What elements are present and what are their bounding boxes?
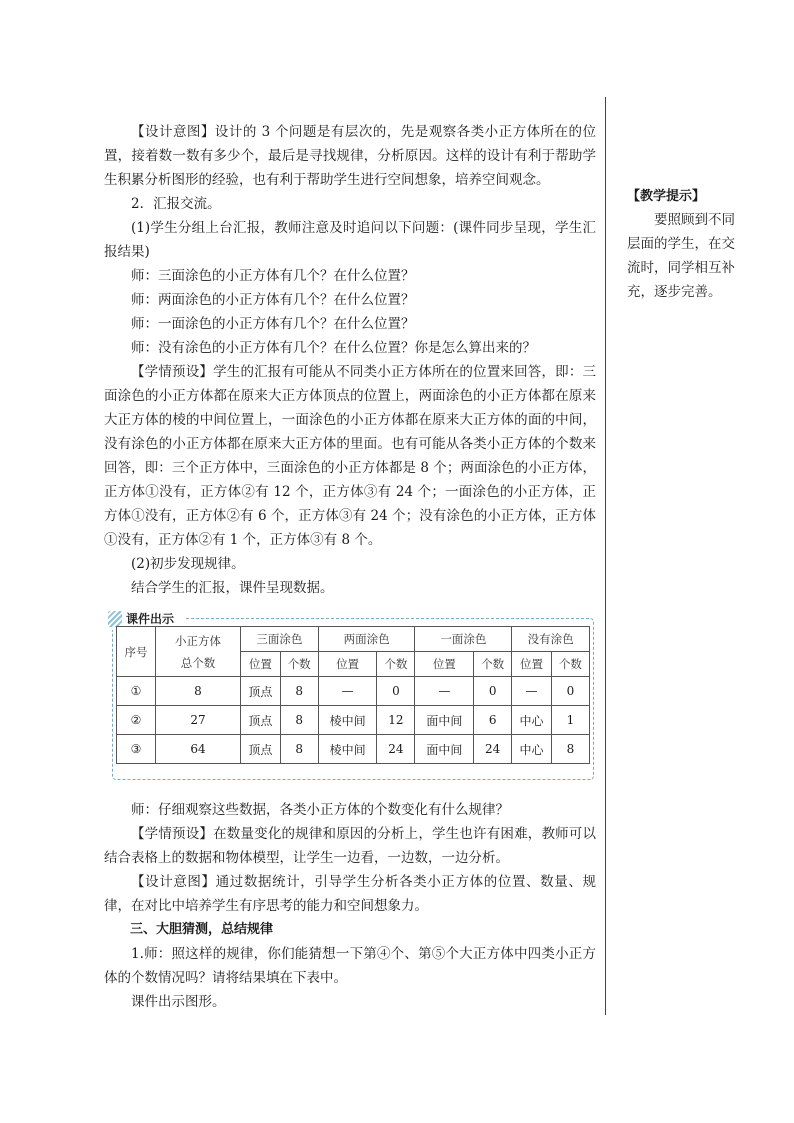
teacher-question-three-faces: 师：三面涂色的小正方体有几个？在什么位置？ [131, 268, 415, 284]
section-report-exchange: 2．汇报交流。 [131, 196, 221, 212]
cell-one-pos: 面中间 [415, 706, 474, 735]
cell-seq: ③ [117, 735, 156, 764]
cell-none-pos: — [512, 677, 552, 706]
cell-three-pos: 顶点 [241, 735, 281, 764]
header-none-count: 个数 [551, 652, 589, 677]
cell-three-count: 8 [280, 677, 318, 706]
cell-one-count: 0 [474, 677, 512, 706]
cell-total: 64 [156, 735, 241, 764]
teacher-guess-paragraph: 1.师：照这样的规律，你们能猜想一下第④个、第⑤个大正方体中四类小正方体的个数情况吗？请将结果填在下表中。 [104, 946, 596, 986]
teaching-tip-title: 【教学提示】 [627, 189, 706, 204]
header-one-pos: 位置 [415, 652, 474, 677]
courseware-data-paragraph: 结合学生的汇报，课件呈现数据。 [131, 580, 334, 596]
student-prediction-paragraph: 【学情预设】学生的汇报有可能从不同类小正方体所在的位置来回答，即：三面涂色的小正方体都在原来大正方体顶点的位置上，两面涂色的小正方体都在原来大正方体的棱的中间位置上，一面涂色的小正方体都在原来大正方体的面的中间，没有涂色的小正方体都在原来大正方体的里面。也有可能从各类小正方体的个数来回答，即：三个正方体中，三面涂色的小正方体都是 8 个；两面涂色的小正方体，正方体①没有，正方体②有 12 个，正方体③有 24 个；一面涂色的小正方体，正方体①没有，正方体②有 6 个，正方体③有 24 个；没有涂色的小正方体，正方体①没有，正方体②有 1 个，正方体③有 8 个。 [104, 364, 596, 548]
table-row [117, 706, 590, 735]
header-total [156, 627, 241, 677]
design-intent-paragraph-1: 【设计意图】设计的 3 个问题是有层次的，先是观察各类小正方体所在的位置，接着数一数有多少个，最后是寻找规律，分析原因。这样的设计有利于帮助学生积累分析图形的经验，也有利于帮助学生进行空间想象，培养空间观念。 [104, 124, 596, 188]
courseware-badge-icon [108, 611, 122, 627]
cell-none-count: 1 [551, 706, 589, 735]
header-total-line1: 小正方体 [175, 633, 221, 648]
header-none-pos: 位置 [512, 652, 552, 677]
cell-two-count: 12 [377, 706, 415, 735]
table-row [117, 735, 590, 764]
header-one-count: 个数 [474, 652, 512, 677]
teacher-question-pattern: 师：仔细观察这些数据，各类小正方体的个数变化有什么规律？ [131, 802, 509, 818]
cell-one-count: 24 [474, 735, 512, 764]
cell-three-count: 8 [280, 735, 318, 764]
initial-pattern-paragraph: (2)初步发现规律。 [131, 556, 245, 572]
header-three-count: 个数 [280, 652, 318, 677]
cell-total: 27 [156, 706, 241, 735]
teaching-tip-text: 要照顾到不同层面的学生，在交流时，同学相互补充，逐步完善。 [627, 212, 735, 300]
header-no-face: 没有涂色 [512, 627, 590, 652]
teacher-question-no-face: 师：没有涂色的小正方体有几个？在什么位置？你是怎么算出来的？ [131, 340, 536, 356]
cell-none-pos: 中心 [512, 735, 552, 764]
cell-seq: ② [117, 706, 156, 735]
student-prediction-paragraph-2: 【学情预设】在数量变化的规律和原因的分析上，学生也许有困难，教师可以结合表格上的数据和物体模型，让学生一边看，一边数，一边分析。 [104, 826, 596, 866]
cell-two-pos: 棱中间 [318, 706, 377, 735]
cell-total: 8 [156, 677, 241, 706]
cell-three-pos: 顶点 [241, 706, 281, 735]
teacher-question-two-faces: 师：两面涂色的小正方体有几个？在什么位置？ [131, 292, 415, 308]
header-two-pos: 位置 [318, 652, 377, 677]
cell-two-pos: — [318, 677, 377, 706]
cell-two-pos: 棱中间 [318, 735, 377, 764]
courseware-figure-paragraph: 课件出示图形。 [131, 994, 226, 1010]
courseware-box [104, 608, 596, 790]
cell-none-pos: 中心 [512, 706, 552, 735]
header-two-count: 个数 [377, 652, 415, 677]
header-three-pos: 位置 [241, 652, 281, 677]
cell-none-count: 8 [551, 735, 589, 764]
header-total-line2: 总个数 [180, 655, 216, 670]
table-row [117, 677, 590, 706]
cell-none-count: 0 [551, 677, 589, 706]
design-intent-paragraph-2: 【设计意图】通过数据统计，引导学生分析各类小正方体的位置、数量、规律，在对比中培养学生有序思考的能力和空间想象力。 [104, 874, 596, 914]
teaching-tip-sidebar [627, 186, 737, 304]
section-heading-guess: 三、大胆猜测，总结规律 [130, 922, 274, 937]
main-content [104, 120, 596, 1014]
cell-one-pos: — [415, 677, 474, 706]
teacher-question-one-face: 师：一面涂色的小正方体有几个？在什么位置？ [131, 316, 415, 332]
column-divider [605, 97, 606, 1015]
cube-data-table [116, 626, 590, 764]
cell-two-count: 24 [377, 735, 415, 764]
table-header-row-1 [117, 627, 590, 652]
header-seq: 序号 [117, 627, 156, 677]
cell-three-pos: 顶点 [241, 677, 281, 706]
cell-one-pos: 面中间 [415, 735, 474, 764]
courseware-badge-label: 课件出示 [126, 612, 175, 626]
header-two-faces: 两面涂色 [318, 627, 415, 652]
cell-seq: ① [117, 677, 156, 706]
header-three-faces: 三面涂色 [241, 627, 319, 652]
cell-two-count: 0 [377, 677, 415, 706]
cell-one-count: 6 [474, 706, 512, 735]
header-one-face: 一面涂色 [415, 627, 512, 652]
cell-three-count: 8 [280, 706, 318, 735]
group-report-paragraph: (1)学生分组上台汇报，教师注意及时追问以下问题：(课件同步呈现，学生汇报结果) [104, 220, 596, 260]
